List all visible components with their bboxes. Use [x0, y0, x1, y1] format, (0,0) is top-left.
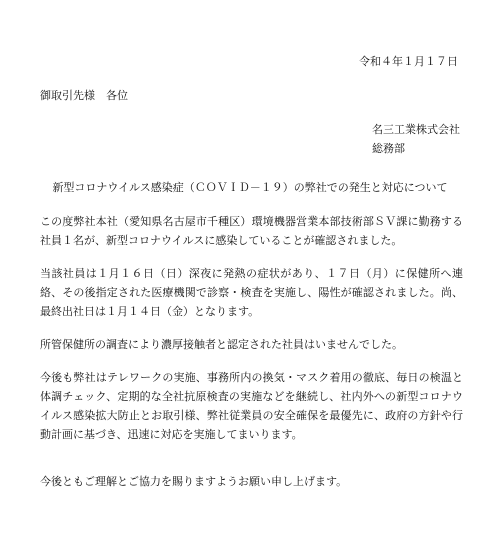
sender-department: 総務部	[372, 142, 405, 155]
body-paragraph: この度弊社本社（愛知県名古屋市千種区）環境機器営業本部技術部ＳＶ課に勤務する社員１名が、新型コロナウイルスに感染していることが確認されました。	[40, 215, 463, 247]
body-paragraph: 所管保健所の調査により濃厚接触者と認定された社員はいませんでした。	[40, 338, 403, 351]
body-paragraph: 今後も弊社はテレワークの実施、事務所内の換気・マスク着用の徹底、毎日の検温と体調チェック、定期的な全社抗原検査の実施などを継続し、社内外への新型コロナウイルス感染拡大防止とお取引様、弊社従業員の安全確保を最優先に、政府の方針や行動計画に基づき、迅速に対応を実施してまいります。	[40, 371, 463, 441]
sender-block	[372, 120, 460, 158]
document-body	[40, 212, 463, 505]
sender-company: 名三工業株式会社	[372, 123, 460, 136]
document-title: 新型コロナウイルス感染症（ＣＯＶＩＤ－１９）の弊社での発生と対応について	[52, 181, 448, 194]
body-paragraph: 当該社員は１月１６日（日）深夜に発熱の症状があり、１７日（月）に保健所へ連絡、その後指定された医療機関で診察・検査を実施し、陽性が確認されました。尚、最終出社日は１月１４日（金）となります。	[40, 267, 463, 318]
recipient-line: 御取引先様 各位	[40, 89, 128, 102]
document-date: 令和４年１月１７日	[359, 55, 458, 68]
closing-paragraph: 今後ともご理解とご協力を賜りますようお願い申し上げます。	[40, 475, 348, 488]
